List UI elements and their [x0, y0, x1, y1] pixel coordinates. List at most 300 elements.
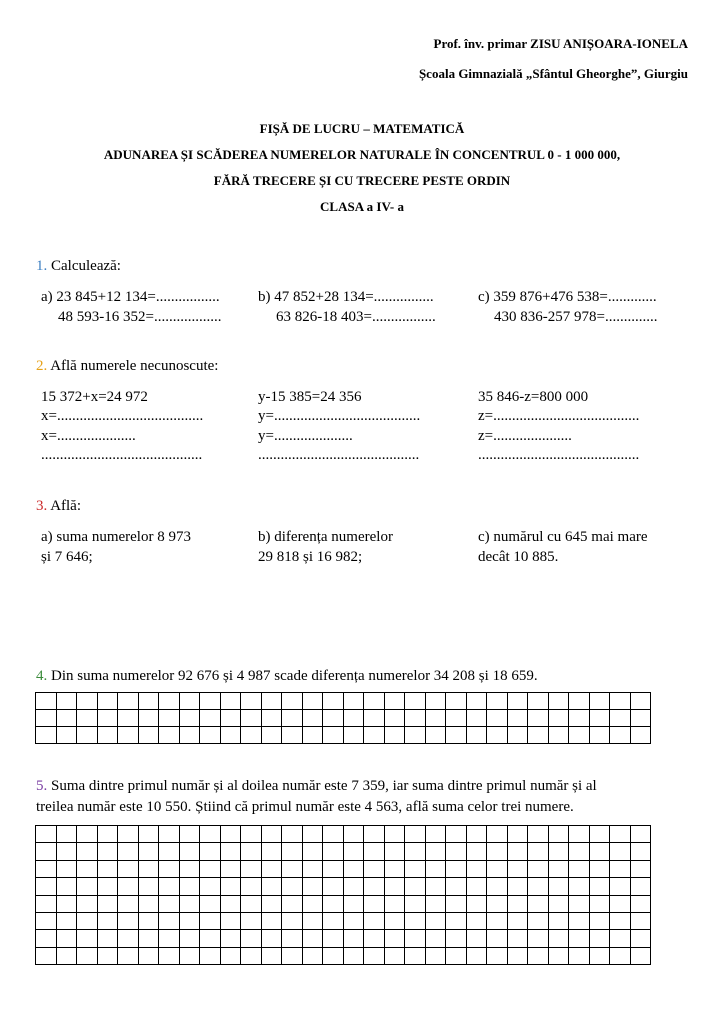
grid-cell[interactable] — [179, 843, 200, 860]
grid-cell[interactable] — [569, 895, 590, 912]
grid-cell[interactable] — [569, 947, 590, 964]
grid-cell[interactable] — [446, 860, 467, 877]
grid-cell[interactable] — [630, 710, 651, 727]
grid-cell[interactable] — [466, 895, 487, 912]
grid-cell[interactable] — [36, 930, 57, 947]
grid-cell[interactable] — [364, 693, 385, 710]
grid-cell[interactable] — [159, 860, 180, 877]
grid-cell[interactable] — [528, 710, 549, 727]
grid-cell[interactable] — [302, 895, 323, 912]
grid-cell[interactable] — [261, 843, 282, 860]
grid-cell[interactable] — [364, 727, 385, 744]
grid-cell[interactable] — [507, 843, 528, 860]
grid-cell[interactable] — [200, 947, 221, 964]
grid-cell[interactable] — [343, 930, 364, 947]
grid-cell[interactable] — [159, 710, 180, 727]
grid-cell[interactable] — [282, 912, 303, 929]
grid-cell[interactable] — [261, 930, 282, 947]
grid-cell[interactable] — [323, 930, 344, 947]
grid-cell[interactable] — [425, 727, 446, 744]
grid-cell[interactable] — [118, 826, 139, 843]
grid-cell[interactable] — [179, 860, 200, 877]
grid-cell[interactable] — [528, 693, 549, 710]
grid-cell[interactable] — [323, 826, 344, 843]
grid-cell[interactable] — [36, 947, 57, 964]
grid-cell[interactable] — [118, 947, 139, 964]
grid-cell[interactable] — [241, 895, 262, 912]
grid-cell[interactable] — [138, 947, 159, 964]
grid-cell[interactable] — [548, 895, 569, 912]
grid-cell[interactable] — [630, 878, 651, 895]
grid-cell[interactable] — [446, 912, 467, 929]
grid-cell[interactable] — [446, 895, 467, 912]
grid-cell[interactable] — [466, 930, 487, 947]
grid-cell[interactable] — [384, 860, 405, 877]
grid-cell[interactable] — [569, 860, 590, 877]
grid-cell[interactable] — [282, 930, 303, 947]
grid-cell[interactable] — [261, 878, 282, 895]
grid-cell[interactable] — [179, 710, 200, 727]
grid-cell[interactable] — [630, 912, 651, 929]
grid-cell[interactable] — [507, 912, 528, 929]
grid-cell[interactable] — [405, 878, 426, 895]
grid-cell[interactable] — [179, 727, 200, 744]
grid-cell[interactable] — [630, 693, 651, 710]
grid-cell[interactable] — [241, 843, 262, 860]
grid-cell[interactable] — [282, 693, 303, 710]
grid-cell[interactable] — [425, 878, 446, 895]
grid-cell[interactable] — [302, 860, 323, 877]
grid-cell[interactable] — [56, 826, 77, 843]
grid-cell[interactable] — [405, 693, 426, 710]
grid-cell[interactable] — [282, 727, 303, 744]
grid-cell[interactable] — [364, 878, 385, 895]
grid-cell[interactable] — [610, 947, 631, 964]
grid-cell[interactable] — [138, 860, 159, 877]
grid-cell[interactable] — [241, 710, 262, 727]
grid-cell[interactable] — [487, 693, 508, 710]
grid-cell[interactable] — [343, 912, 364, 929]
grid-cell[interactable] — [77, 860, 98, 877]
grid-cell[interactable] — [138, 843, 159, 860]
grid-cell[interactable] — [282, 860, 303, 877]
grid-cell[interactable] — [241, 930, 262, 947]
grid-cell[interactable] — [159, 727, 180, 744]
grid-cell[interactable] — [405, 843, 426, 860]
grid-cell[interactable] — [528, 843, 549, 860]
grid-cell[interactable] — [56, 860, 77, 877]
grid-cell[interactable] — [200, 912, 221, 929]
grid-cell[interactable] — [220, 895, 241, 912]
grid-cell[interactable] — [446, 878, 467, 895]
grid-cell[interactable] — [343, 895, 364, 912]
grid-cell[interactable] — [405, 895, 426, 912]
grid-cell[interactable] — [405, 947, 426, 964]
grid-cell[interactable] — [220, 930, 241, 947]
grid-cell[interactable] — [364, 947, 385, 964]
grid-cell[interactable] — [323, 727, 344, 744]
grid-cell[interactable] — [118, 930, 139, 947]
grid-cell[interactable] — [159, 947, 180, 964]
grid-cell[interactable] — [159, 878, 180, 895]
grid-cell[interactable] — [446, 710, 467, 727]
grid-cell[interactable] — [487, 878, 508, 895]
grid-cell[interactable] — [77, 843, 98, 860]
grid-cell[interactable] — [97, 826, 118, 843]
grid-cell[interactable] — [630, 895, 651, 912]
grid-cell[interactable] — [97, 878, 118, 895]
grid-cell[interactable] — [138, 727, 159, 744]
grid-cell[interactable] — [200, 693, 221, 710]
grid-cell[interactable] — [487, 727, 508, 744]
grid-cell[interactable] — [446, 930, 467, 947]
grid-cell[interactable] — [425, 826, 446, 843]
grid-cell[interactable] — [36, 912, 57, 929]
grid-cell[interactable] — [179, 693, 200, 710]
grid-cell[interactable] — [384, 727, 405, 744]
grid-cell[interactable] — [159, 930, 180, 947]
answer-grid-ex4[interactable] — [35, 692, 651, 744]
grid-cell[interactable] — [323, 860, 344, 877]
grid-cell[interactable] — [446, 727, 467, 744]
grid-cell[interactable] — [343, 710, 364, 727]
grid-cell[interactable] — [36, 710, 57, 727]
grid-cell[interactable] — [323, 912, 344, 929]
grid-cell[interactable] — [548, 878, 569, 895]
grid-cell[interactable] — [364, 895, 385, 912]
grid-cell[interactable] — [487, 860, 508, 877]
grid-cell[interactable] — [425, 843, 446, 860]
grid-cell[interactable] — [179, 826, 200, 843]
grid-cell[interactable] — [97, 930, 118, 947]
grid-cell[interactable] — [569, 826, 590, 843]
grid-cell[interactable] — [159, 843, 180, 860]
grid-cell[interactable] — [528, 860, 549, 877]
grid-cell[interactable] — [589, 843, 610, 860]
grid-cell[interactable] — [405, 860, 426, 877]
grid-cell[interactable] — [118, 843, 139, 860]
grid-cell[interactable] — [589, 947, 610, 964]
grid-cell[interactable] — [220, 860, 241, 877]
grid-cell[interactable] — [282, 947, 303, 964]
grid-cell[interactable] — [364, 710, 385, 727]
grid-cell[interactable] — [159, 826, 180, 843]
grid-cell[interactable] — [97, 727, 118, 744]
grid-cell[interactable] — [487, 912, 508, 929]
grid-cell[interactable] — [97, 710, 118, 727]
grid-cell[interactable] — [507, 878, 528, 895]
grid-cell[interactable] — [138, 693, 159, 710]
grid-cell[interactable] — [261, 710, 282, 727]
grid-cell[interactable] — [261, 912, 282, 929]
grid-cell[interactable] — [77, 947, 98, 964]
grid-cell[interactable] — [97, 693, 118, 710]
grid-cell[interactable] — [241, 912, 262, 929]
grid-cell[interactable] — [343, 727, 364, 744]
grid-cell[interactable] — [446, 843, 467, 860]
grid-cell[interactable] — [528, 878, 549, 895]
grid-cell[interactable] — [466, 727, 487, 744]
grid-cell[interactable] — [446, 947, 467, 964]
grid-cell[interactable] — [302, 930, 323, 947]
grid-cell[interactable] — [77, 878, 98, 895]
grid-cell[interactable] — [97, 895, 118, 912]
grid-cell[interactable] — [323, 947, 344, 964]
grid-cell[interactable] — [589, 895, 610, 912]
grid-cell[interactable] — [282, 843, 303, 860]
grid-cell[interactable] — [528, 895, 549, 912]
grid-cell[interactable] — [77, 826, 98, 843]
grid-cell[interactable] — [610, 860, 631, 877]
grid-cell[interactable] — [507, 727, 528, 744]
grid-cell[interactable] — [507, 947, 528, 964]
grid-cell[interactable] — [384, 947, 405, 964]
grid-cell[interactable] — [589, 710, 610, 727]
grid-cell[interactable] — [77, 895, 98, 912]
grid-cell[interactable] — [528, 947, 549, 964]
grid-cell[interactable] — [425, 895, 446, 912]
grid-cell[interactable] — [97, 947, 118, 964]
grid-cell[interactable] — [118, 693, 139, 710]
grid-cell[interactable] — [589, 930, 610, 947]
grid-cell[interactable] — [241, 693, 262, 710]
grid-cell[interactable] — [610, 930, 631, 947]
grid-cell[interactable] — [425, 860, 446, 877]
grid-cell[interactable] — [220, 710, 241, 727]
grid-cell[interactable] — [261, 693, 282, 710]
grid-cell[interactable] — [36, 727, 57, 744]
grid-cell[interactable] — [466, 710, 487, 727]
grid-cell[interactable] — [548, 947, 569, 964]
grid-cell[interactable] — [384, 912, 405, 929]
grid-cell[interactable] — [118, 895, 139, 912]
grid-cell[interactable] — [466, 826, 487, 843]
grid-cell[interactable] — [610, 710, 631, 727]
grid-cell[interactable] — [343, 843, 364, 860]
grid-cell[interactable] — [466, 860, 487, 877]
grid-cell[interactable] — [569, 878, 590, 895]
grid-cell[interactable] — [302, 826, 323, 843]
grid-cell[interactable] — [589, 878, 610, 895]
grid-cell[interactable] — [118, 727, 139, 744]
grid-cell[interactable] — [548, 930, 569, 947]
grid-cell[interactable] — [138, 710, 159, 727]
grid-cell[interactable] — [200, 843, 221, 860]
grid-cell[interactable] — [630, 843, 651, 860]
grid-cell[interactable] — [343, 878, 364, 895]
grid-cell[interactable] — [220, 693, 241, 710]
grid-cell[interactable] — [220, 826, 241, 843]
grid-cell[interactable] — [384, 895, 405, 912]
grid-cell[interactable] — [138, 878, 159, 895]
grid-cell[interactable] — [77, 912, 98, 929]
grid-cell[interactable] — [610, 843, 631, 860]
grid-cell[interactable] — [630, 727, 651, 744]
grid-cell[interactable] — [56, 895, 77, 912]
grid-cell[interactable] — [200, 710, 221, 727]
grid-cell[interactable] — [159, 693, 180, 710]
grid-cell[interactable] — [425, 947, 446, 964]
grid-cell[interactable] — [364, 843, 385, 860]
grid-cell[interactable] — [425, 710, 446, 727]
grid-cell[interactable] — [77, 930, 98, 947]
grid-cell[interactable] — [179, 930, 200, 947]
grid-cell[interactable] — [200, 878, 221, 895]
grid-cell[interactable] — [487, 710, 508, 727]
grid-cell[interactable] — [569, 930, 590, 947]
grid-cell[interactable] — [36, 878, 57, 895]
grid-cell[interactable] — [200, 930, 221, 947]
grid-cell[interactable] — [220, 843, 241, 860]
grid-cell[interactable] — [282, 710, 303, 727]
grid-cell[interactable] — [610, 693, 631, 710]
grid-cell[interactable] — [528, 727, 549, 744]
grid-cell[interactable] — [507, 895, 528, 912]
grid-cell[interactable] — [159, 895, 180, 912]
grid-cell[interactable] — [446, 693, 467, 710]
grid-cell[interactable] — [241, 947, 262, 964]
grid-cell[interactable] — [610, 727, 631, 744]
grid-cell[interactable] — [220, 878, 241, 895]
grid-cell[interactable] — [610, 912, 631, 929]
grid-cell[interactable] — [589, 727, 610, 744]
grid-cell[interactable] — [343, 693, 364, 710]
grid-cell[interactable] — [56, 930, 77, 947]
grid-cell[interactable] — [302, 727, 323, 744]
grid-cell[interactable] — [200, 860, 221, 877]
grid-cell[interactable] — [466, 878, 487, 895]
grid-cell[interactable] — [384, 930, 405, 947]
grid-cell[interactable] — [323, 843, 344, 860]
grid-cell[interactable] — [364, 826, 385, 843]
grid-cell[interactable] — [548, 710, 569, 727]
grid-cell[interactable] — [302, 843, 323, 860]
grid-cell[interactable] — [179, 912, 200, 929]
grid-cell[interactable] — [569, 727, 590, 744]
grid-cell[interactable] — [548, 693, 569, 710]
grid-cell[interactable] — [589, 826, 610, 843]
grid-cell[interactable] — [200, 727, 221, 744]
grid-cell[interactable] — [138, 930, 159, 947]
grid-cell[interactable] — [282, 878, 303, 895]
grid-cell[interactable] — [77, 727, 98, 744]
grid-cell[interactable] — [405, 930, 426, 947]
answer-grid-ex5[interactable] — [35, 825, 651, 965]
grid-cell[interactable] — [487, 843, 508, 860]
grid-cell[interactable] — [589, 693, 610, 710]
grid-cell[interactable] — [261, 727, 282, 744]
grid-cell[interactable] — [261, 895, 282, 912]
grid-cell[interactable] — [446, 826, 467, 843]
grid-cell[interactable] — [405, 727, 426, 744]
grid-cell[interactable] — [302, 912, 323, 929]
grid-cell[interactable] — [56, 727, 77, 744]
grid-cell[interactable] — [343, 826, 364, 843]
grid-cell[interactable] — [56, 693, 77, 710]
grid-cell[interactable] — [118, 710, 139, 727]
grid-cell[interactable] — [323, 693, 344, 710]
grid-cell[interactable] — [610, 826, 631, 843]
grid-cell[interactable] — [487, 826, 508, 843]
grid-cell[interactable] — [56, 947, 77, 964]
grid-cell[interactable] — [630, 947, 651, 964]
grid-cell[interactable] — [36, 826, 57, 843]
grid-cell[interactable] — [220, 912, 241, 929]
grid-cell[interactable] — [384, 693, 405, 710]
grid-cell[interactable] — [466, 912, 487, 929]
grid-cell[interactable] — [179, 878, 200, 895]
grid-cell[interactable] — [97, 843, 118, 860]
grid-cell[interactable] — [302, 947, 323, 964]
grid-cell[interactable] — [528, 826, 549, 843]
grid-cell[interactable] — [466, 693, 487, 710]
grid-cell[interactable] — [220, 727, 241, 744]
grid-cell[interactable] — [466, 843, 487, 860]
grid-cell[interactable] — [610, 895, 631, 912]
grid-cell[interactable] — [302, 878, 323, 895]
grid-cell[interactable] — [487, 930, 508, 947]
grid-cell[interactable] — [405, 912, 426, 929]
grid-cell[interactable] — [323, 895, 344, 912]
grid-cell[interactable] — [589, 860, 610, 877]
grid-cell[interactable] — [548, 727, 569, 744]
grid-cell[interactable] — [507, 930, 528, 947]
grid-cell[interactable] — [77, 710, 98, 727]
grid-cell[interactable] — [56, 912, 77, 929]
grid-cell[interactable] — [507, 710, 528, 727]
grid-cell[interactable] — [159, 912, 180, 929]
grid-cell[interactable] — [241, 826, 262, 843]
grid-cell[interactable] — [384, 878, 405, 895]
grid-cell[interactable] — [200, 826, 221, 843]
grid-cell[interactable] — [569, 693, 590, 710]
grid-cell[interactable] — [487, 895, 508, 912]
grid-cell[interactable] — [302, 710, 323, 727]
grid-cell[interactable] — [323, 710, 344, 727]
grid-cell[interactable] — [610, 878, 631, 895]
grid-cell[interactable] — [36, 693, 57, 710]
grid-cell[interactable] — [384, 826, 405, 843]
grid-cell[interactable] — [384, 710, 405, 727]
grid-cell[interactable] — [487, 947, 508, 964]
grid-cell[interactable] — [282, 895, 303, 912]
grid-cell[interactable] — [36, 843, 57, 860]
grid-cell[interactable] — [118, 860, 139, 877]
grid-cell[interactable] — [569, 710, 590, 727]
grid-cell[interactable] — [425, 912, 446, 929]
grid-cell[interactable] — [118, 878, 139, 895]
grid-cell[interactable] — [36, 895, 57, 912]
grid-cell[interactable] — [343, 860, 364, 877]
grid-cell[interactable] — [179, 947, 200, 964]
grid-cell[interactable] — [589, 912, 610, 929]
grid-cell[interactable] — [507, 693, 528, 710]
grid-cell[interactable] — [364, 912, 385, 929]
grid-cell[interactable] — [548, 843, 569, 860]
grid-cell[interactable] — [118, 912, 139, 929]
grid-cell[interactable] — [425, 930, 446, 947]
grid-cell[interactable] — [323, 878, 344, 895]
grid-cell[interactable] — [569, 843, 590, 860]
grid-cell[interactable] — [384, 843, 405, 860]
grid-cell[interactable] — [220, 947, 241, 964]
grid-cell[interactable] — [507, 826, 528, 843]
grid-cell[interactable] — [569, 912, 590, 929]
grid-cell[interactable] — [405, 710, 426, 727]
grid-cell[interactable] — [630, 860, 651, 877]
grid-cell[interactable] — [548, 826, 569, 843]
grid-cell[interactable] — [97, 912, 118, 929]
